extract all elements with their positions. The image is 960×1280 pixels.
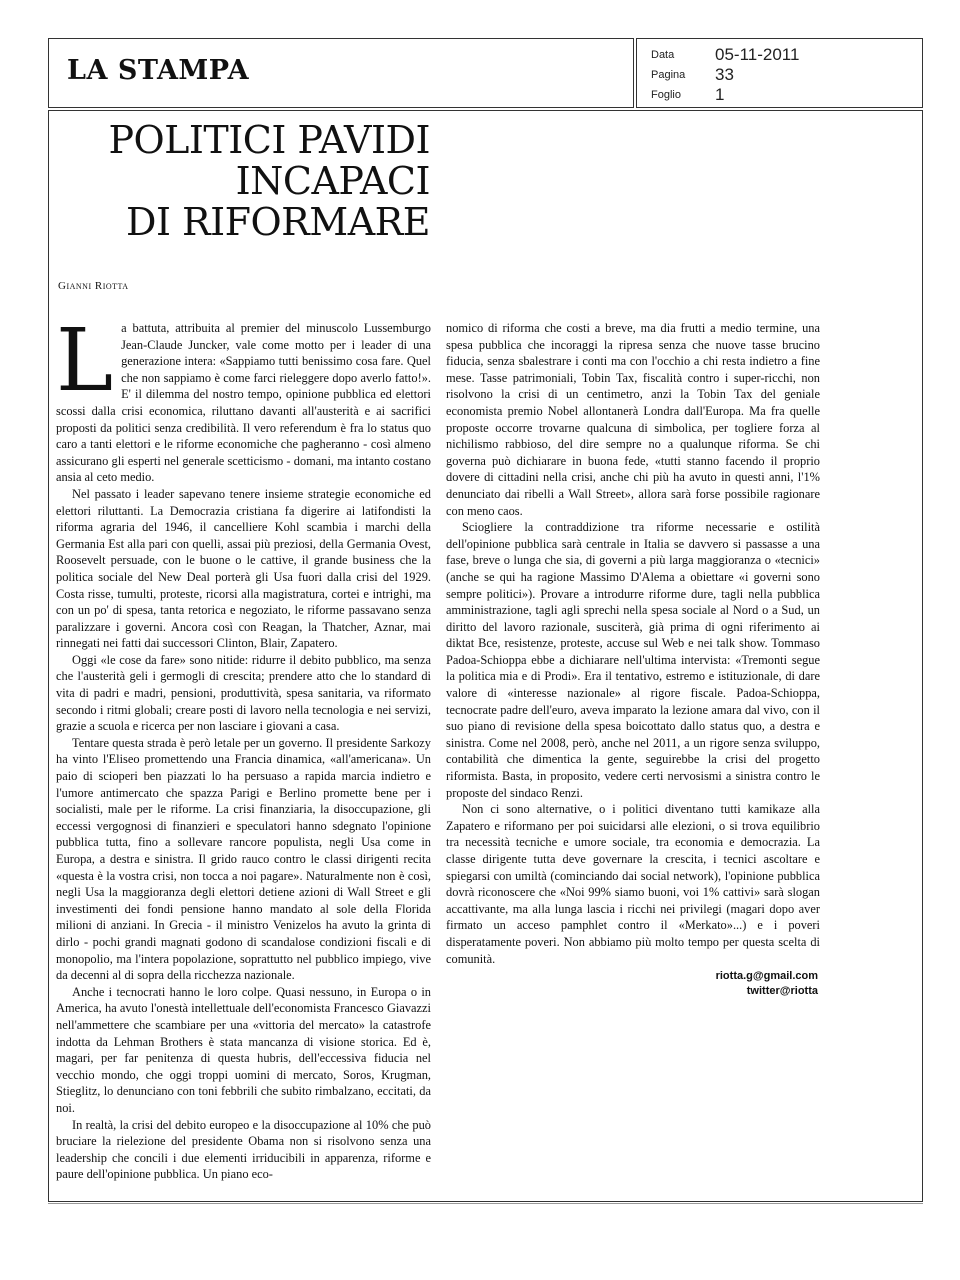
meta-date-value: 05-11-2011: [715, 45, 800, 64]
title-line-2: INCAPACI: [235, 159, 430, 203]
paragraph: Anche i tecnocrati hanno le loro colpe. Quasi nessuno, in Europa o in America, ha avuto l'onestà intellettuale dell'economista Francesco Giavazzi nell'ammettere che scambiare per una «vittoria del mercato» la catastrofe indotta da Lehman Brothers è stata mancanza di visione storica. Ed è, magari, per far penitenza di questa hubris, dell'eccessiva fiducia nel vecchio mondo, che oggi troppi uomini di mercato, Soros, Krugman, Stieglitz, lo denunciano con toni febbrili che subito rimbalzano, eccitati, da noi.: [56, 984, 431, 1115]
article-column-right: [446, 320, 820, 999]
newspaper-logo: LA STAMPA: [67, 55, 250, 86]
article-author: Gianni Riotta: [58, 280, 129, 292]
article-title: [70, 120, 430, 243]
paragraph: Sciogliere la contraddizione tra riforme necessarie e ostilità dell'opinione pubblica sarà centrale in Italia se davvero si passasse a una fase, breve o lunga che sia, di governi a più larga maggioranza o «tecnici» (anche se qui ha ragione Massimo D'Alema a obiettare «i governi sono sempre politici»). Provare a introdurre riforme dure, tagli nella pubblica amministrazione, tagli agli sprechi nella spesa sociale al Nord o a Sud, un diritto del lavoro razionale, susciterà, già prima di ogni riferimento ai diktat Bce, resistenze, proteste, accuse sul Web e nei talk show. Tommaso Padoa-Schioppa ebbe a dichiarare nell'ultima intervista: «Tremonti segue la politica mia e di Prodi». Era il tentativo, estremo e istituzionale, di dare valore di «interesse nazionale» al rigore fiscale. Padoa-Schioppa, tecnocrate padre dell'euro, aveva imparato la lezione amara dal vivo, con il suo piano di revisione della spesa boicottato dallo status quo, a destra e sinistra. Come nel 2008, però, anche nel 2011, a un rigore senza sviluppo, contabilità che dimentica la gente, seguirebbe la crisi del progetto riformista. Basta, in proposito, vedere certi nervosismi a sinistra contro le proposte del sindaco Renzi.: [446, 520, 820, 800]
author-email: riotta.g@gmail.com: [715, 970, 818, 983]
paragraph: nomico di riforma che costi a breve, ma dia frutti a medio termine, una spesa pubblica che incoraggi la ripresa senza che nuove tasse brucino fiducia, senza sbalestrare i conti ma con l'occhio a chi resta indietro a fine mese. Tasse patrimoniali, Tobin Tax, fiscalità contro i super-ricchi, non risolvono la crisi di un centimetro, anzi la Tobin Tax del geniale economista premio Nobel allontanerà Londra dall'Europa. Ma fra quelle proposte occorre trovarne qualcuna di simbolica, per togliere forza al nichilismo rabbioso, del dire sempre no a qualunque riforma. Se chi governa può dichiarare in buona fede, «tutti stanno facendo il proprio dovere di cittadini nella crisi, anche chi più ha avuto in questi anni, l'1% denunciato dai ribelli a Wall Street», allora sarà forse possibile ragionare con meno caos.: [446, 321, 820, 518]
title-line-1: POLITICI PAVIDI: [108, 118, 430, 162]
meta-page-value: 33: [715, 65, 734, 84]
meta-sheet-value: 1: [715, 85, 725, 104]
paragraph: Nel passato i leader sapevano tenere insieme strategie economiche ed elettori riluttanti. La Democrazia cristiana fa digerire ai latifondisti la riforma agraria del 1946, il cancelliere Kohl scambia i marchi della Germania Est alla pari con quelli, assai più preziosi, della Germania Ovest, Roosevelt persuade, con le buone o le cattive, il grande business che la politica sociale del New Deal porterà gli Usa fuori dalla crisi del 1929. Costa risse, tumulti, proteste, ricorsi alla magistratura, cortei e intrighi, ma con un po' di spesa, tanta retorica e negoziato, le riforme passavano senza paralizzare i governi. Ancora così con Reagan, la Thatcher, Aznar, mai rinnegati nei fatti dai successori Clinton, Blair, Zapatero.: [56, 486, 431, 651]
paragraph: [56, 311, 431, 486]
meta-date-label: Data: [651, 49, 675, 61]
meta-sheet-label: Foglio: [651, 89, 681, 101]
paragraph: Oggi «le cose da fare» sono nitide: ridurre il debito pubblico, ma senza che l'austerità geli i germogli di crescita; prendere atto che lo standard di vita di padri e madri, pensioni, produttività, spesa sanitaria, va riformato secondo i ritmi globali; creare posti di lavoro nella tecnologia e nei servizi, grazie a scuola e ricerca per non lasciare i giovani a casa.: [56, 652, 431, 734]
clipping-meta-box: [636, 38, 923, 108]
meta-page-label: Pagina: [651, 69, 686, 81]
paragraph: Non ci sono alternative, o i politici diventano tutti kamikaze alla Zapatero e riformano per poi suicidarsi alle elezioni, o si trova equilibrio tra necessità tecniche e umore sociale, tra economia e democrazia. La classe dirigente tutta deve governare la crescita, i tecnici ascoltare e spiegarsi con umiltà (cominciando dai social network), l'opinione pubblica dovrà riconoscere che «Noi 99% siamo buoni, voi 1% cattivi» sarà slogan accattivante, ma alla lunga lascia i ricchi nei privilegi (magari dopo aver firmato un acceso pamphlet contro il «Merkato»...) e i poveri disperatamente poveri. Non abbiamo più molto tempo per questa scelta di comunità.: [446, 802, 820, 966]
paragraph-text: a battuta, attribuita al premier del minuscolo Lussemburgo Jean-Claude Juncker, vale come motto per i leader di una generazione intera: «Sappiamo tutti benissimo cosa fare. Quel che non sappiamo è come farci rieleggere dopo averlo fatto!». E' il dilemma del nostro tempo, opinione pubblica ed elettori scossi dalla crisi economica, riluttano davanti all'austerità e ai sacrifici proposti da politici senza credibilità. Il vero referendum è fra lo status quo caro a tanti elettori e le riforme economiche che pagheranno - così almeno assicurano gli esperti nel generale scetticismo - domani, ma intanto costano ansia al ceto medio.: [56, 321, 431, 485]
article-column-left: [56, 311, 431, 1183]
title-line-3: DI RIFORMARE: [125, 200, 430, 244]
masthead-box: [48, 38, 634, 108]
author-twitter: twitter@riotta: [746, 985, 818, 998]
footer-rule: [48, 1203, 923, 1210]
dropcap: L: [56, 311, 114, 411]
paragraph: Tentare questa strada è però letale per un governo. Il presidente Sarkozy ha vinto l'Eliseo promettendo una Francia dinamica, «all'americana». Un paio di scioperi ben piazzati lo ha persuaso a rapida marcia indietro e l'umore antimercato che spazza Parigi e Berlino promette bene per i socialisti, male per le riforme. La crisi finanziaria, la disoccupazione, gli eccessi vergognosi di finanzieri e speculatori hanno sdegnato l'opinione pubblica tutta, fino a sollevare rancore populista, negli Usa come in Europa, a destra e sinistra. Il grido rauco contro le classi dirigenti recita «questa è la vostra crisi, non tocca a noi pagare». Naturalmente non è così, negli Usa la maggioranza degli elettori detiene azioni di Wall Street e gli investimenti dei fondi pensione hanno mandato al sole della Florida milioni di anziani. In Grecia - il ministro Venizelos ha avuto la grinta di dirlo - pochi grandi magnati godono di scandalose condizioni fiscali e di monopolio, ma l'intera popolazione, soprattutto nel pubblico impiego, vive da decenni al di sopra della ricchezza nazionale.: [56, 735, 431, 983]
paragraph: In realtà, la crisi del debito europeo e la disoccupazione al 10% che può bruciare la rielezione del presidente Obama non si risolvono senza una leadership che concili i due elementi irriducibili in apparenza, riforme e paure dell'opinione pubblica. Un piano eco-: [56, 1117, 431, 1182]
